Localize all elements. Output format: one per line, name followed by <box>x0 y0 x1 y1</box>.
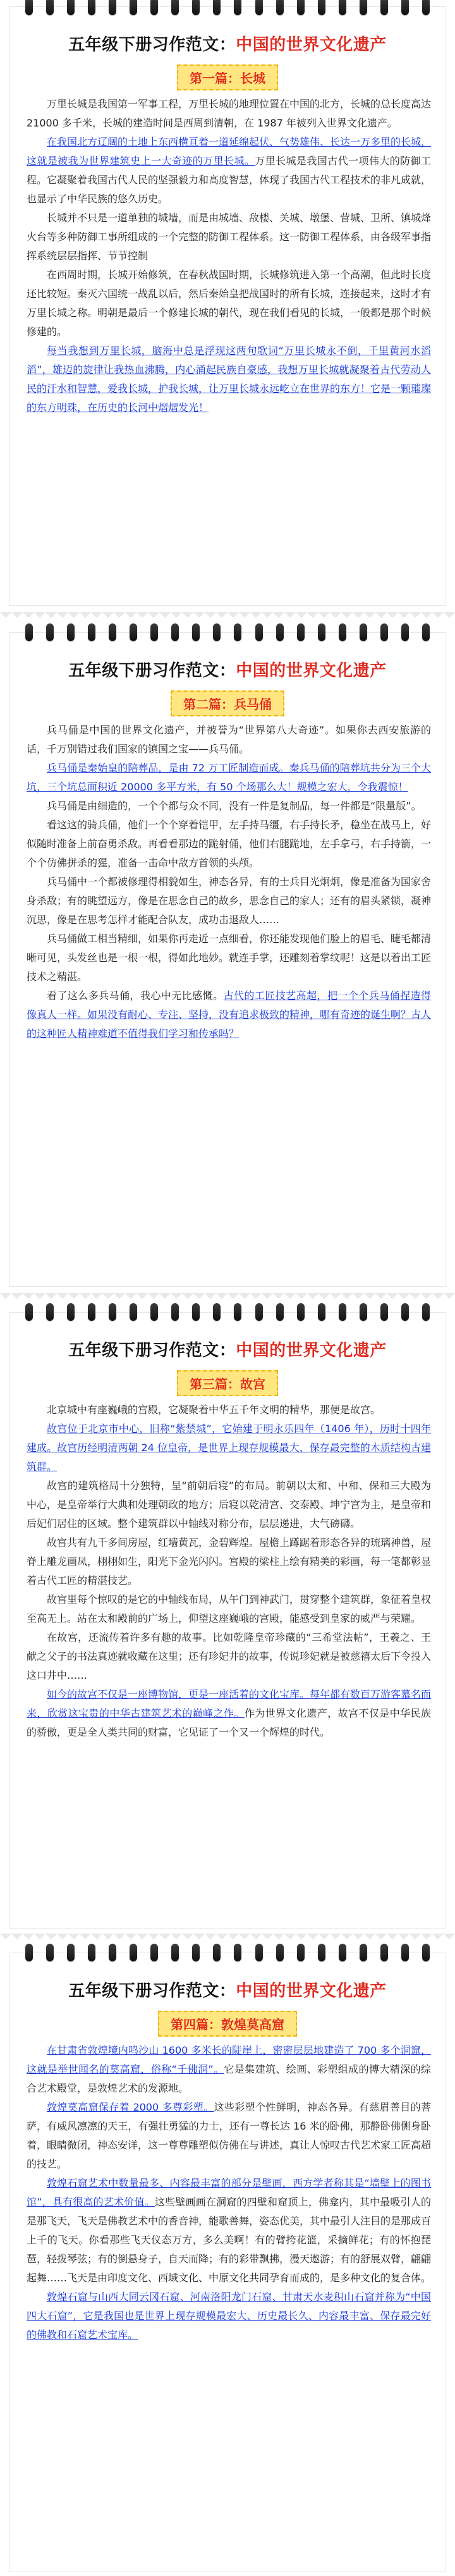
binder-rings <box>25 1303 430 1322</box>
paragraph <box>27 2174 431 2288</box>
binder-rings <box>25 623 430 642</box>
paragraph <box>27 266 431 341</box>
page-title <box>9 1337 446 1361</box>
highlighted-text: 古代的工匠技艺高超，把一个个兵马俑捏造得像真人一样。如果没有耐心、专注、坚持，没有追求极致的精神，哪有奇迹的诞生啊？古人的这种匠人精神难道不值得我们学习和传承吗？ <box>27 990 432 1040</box>
paragraph-text: 兵马俑做工相当精细，如果你再走近一点细看，你还能发现他们脸上的眉毛、睫毛都清晰可见，头发丝也是一根一根，得如此地妙。就连手掌，还雕刻着掌纹呢！这是以着出工匠技术之精湛。 <box>27 933 432 983</box>
paragraph-text: 看了这么多兵马俑，我心中无比感慨。 <box>47 990 224 1002</box>
highlighted-text: 敦煌石窟艺术中数量最多、内容最丰富的部分是壁画，西方学者称其是“墙壁上的图书馆”，具有很高的艺术价值。 <box>27 2177 431 2208</box>
paragraph <box>27 133 431 209</box>
paragraph <box>27 1420 431 1476</box>
paragraph <box>27 209 431 266</box>
binder-rings <box>25 1944 430 1963</box>
section-subtitle: 第一篇：长城 <box>177 64 278 90</box>
highlighted-text: 每当我想到万里长城，脑海中总是浮现这两句歌词“万里长城永不倒，千里黄河水滔滔”，雄迈的旋律让我热血沸腾，内心涌起民族自豪感，我想万里长城就凝聚着古代劳动人民的汗水和智慧，爱我长城，护我长城，让万里长城永远屹立在世界的东方！它是一颗璀璨的东方明珠，在历史的长河中熠熠发光！ <box>27 345 432 414</box>
paragraph-text: 兵马俑中一个都被修理得相貌如生，神态各异，有的士兵目光炯炯，像是准备为国家舍身杀敌；有的眺望远方，像是在思念自己的故乡，思念自己的家人；还有的眉头紧锁，凝神沉思，像是在思考怎样才能配合队友，成功击退敌人…… <box>27 876 432 926</box>
essay-body <box>27 721 431 1043</box>
page-title <box>9 32 446 55</box>
title-topic: 中国的世界文化遗产 <box>236 661 387 680</box>
paragraph <box>27 2098 431 2174</box>
page-title <box>9 1978 446 2001</box>
paragraph <box>27 797 431 816</box>
paragraph <box>27 1401 431 1420</box>
paragraph <box>27 1628 431 1685</box>
paragraph-text: 兵马俑是中国的世界文化遗产，并被誉为“世界第八大奇迹”。如果你去西安旅游的话，千万别错过我们国家的镇国之宝——兵马俑。 <box>27 724 431 755</box>
paragraph <box>27 929 431 986</box>
torn-divider <box>0 612 455 623</box>
paragraph-text: 北京城中有座巍峨的宫殿，它凝聚着中华五千年文明的精华，那便是故宫。 <box>47 1404 381 1416</box>
paragraph-text: 在故宫，还流传着许多有趣的故事。比如乾隆皇帝珍藏的“三希堂法帖”，王羲之、王献之父子的书法真迹就收藏在这里；还有珍妃井的故事，传说珍妃就是被慈禧太后下令投入这口井中…… <box>27 1631 432 1681</box>
paragraph-text: 万里长城是我国古代一项伟大的防御工程。它凝聚着我国古代人民的坚强毅力和高度智慧，体现了我国古代工程技术的非凡成就，也显示了中华民族的悠久历史。 <box>27 155 432 205</box>
essay-body <box>27 1401 431 1742</box>
highlighted-text: 敦煌莫高窟保存着 2000 多尊彩塑。 <box>47 2101 214 2113</box>
highlighted-text: 兵马俑是秦始皇的陪葬品，是由 72 万工匠制造而成。秦兵马俑的陪葬坑共分为三个大坑，三个坑总面积近 20000 多平方米，有 50 个场那么大！规模之宏大，令我震惊！ <box>27 762 431 793</box>
paragraph <box>27 341 431 417</box>
paragraph-text: 这些彩塑个性鲜明，神态各异。有慈眉善目的菩萨，有威风凛凛的天王，有强壮勇猛的力士，还有一尊长达 16 米的卧佛，那静卧佛侧身卧着，眼睛微闭，神态安详，这一尊尊雕塑似仿佛在与讲述，真让人惊叹古代艺术家工匠高超的技艺。 <box>27 2101 432 2170</box>
paragraph-text: 这些壁画画在洞窟的四壁和窟顶上，佛龛内，其中最吸引人的是那飞天，飞天是佛教艺术中的香音神，能歌善舞，姿态优美，其中最引人注目的是那成百上千的飞天。你看那些飞天仪态万方，多么美啊！有的臂挎花篮，采摘鲜花；有的怀抱琵琶，轻拨琴弦；有的倒悬身子，自天而降；有的彩带飘拂，漫天遨游；有的舒展双臂，翩翩起舞……飞天是由印度文化、西域文化、中原文化共同孕育而成的，是多种文化的复合体。 <box>27 2196 432 2284</box>
title-topic: 中国的世界文化遗产 <box>236 1982 387 2001</box>
section-subtitle: 第四篇：敦煌莫高窟 <box>158 2011 297 2037</box>
paragraph-text: 看这这的骑兵俑，他们一个个穿着铠甲，左手持马缰，右手持长矛，稳坐在战马上，好似随时准备上前奋勇杀敌。再看看那边的跪射俑，他们右腿跪地，左手拿弓，右手持箭，一个个仿佛拼杀的猩，准备一击命中敌方首领的头颅。 <box>27 819 432 869</box>
paragraph <box>27 721 431 759</box>
paragraph-text: 长城并不只是一道单独的城墙，而是由城墙、敌楼、关城、墩堡、营城、卫所、镇城烽火台等多种防御工事所组成的一个完整的防御工程体系。这一防御工程体系，由各级军事指挥系统层层指挥、节节控制 <box>27 212 432 262</box>
highlighted-text: 敦煌石窟与山西大同云冈石窟、河南洛阳龙门石窟、甘肃天水麦积山石窟并称为“中国四大石窟”，它是我国也是世界上现存规模最宏大、历史最长久、内容最丰富、保存最完好的佛教和石窟艺术宝库。 <box>27 2291 431 2341</box>
page-title <box>9 658 446 681</box>
essay-body <box>27 2041 431 2345</box>
highlighted-text: 在我国北方辽阔的土地上东西横亘着一道延绵起伏、气势雄伟、长达一万多里的长城，这就是被我为世界建筑史上一大奇迹的万里长城。 <box>27 136 432 167</box>
essay-card-3 <box>9 1312 446 1929</box>
essay-body <box>27 95 431 417</box>
essay-card-4 <box>9 1953 446 2572</box>
section-subtitle: 第二篇：兵马俑 <box>171 690 284 716</box>
paragraph <box>27 873 431 929</box>
paragraph <box>27 986 431 1043</box>
paragraph <box>27 1533 431 1590</box>
essay-card-1 <box>9 6 446 606</box>
title-topic: 中国的世界文化遗产 <box>236 1341 387 1360</box>
paragraph-text: 故宫共有九千多间房屋，红墙黄瓦，金碧辉煌。屋檐上蹲踞着形态各异的琉璃神兽，屋脊上雕龙画凤，栩栩如生，阳光下金光闪闪。宫殿的梁柱上绘有精美的彩画，每一笔都彰显着古代工匠的精湛技艺。 <box>27 1536 432 1586</box>
paragraph <box>27 816 431 873</box>
binder-rings <box>25 0 430 16</box>
paragraph-text: 兵马俑是由细造的，一个个都与众不同，没有一件是复制品，每一件都是“限量版”。 <box>47 800 422 812</box>
paragraph <box>27 2288 431 2345</box>
paragraph-text: 故宫的建筑格局十分独特，呈“前朝后寝”的布局。前朝以太和、中和、保和三大殿为中心，是皇帝举行大典和处理朝政的地方；后寝以乾清宫、交泰殿、坤宁宫为主，是皇帝和后妃们居住的区域。整个建筑群以中轴线对称分布，层层递进，大气磅礴。 <box>27 1480 432 1530</box>
paragraph <box>27 95 431 133</box>
paragraph-text: 它是集建筑、绘画、彩塑组成的博大精深的综合艺术殿堂，是敦煌艺术的发源地。 <box>27 2063 431 2094</box>
section-subtitle: 第三篇：故宫 <box>177 1370 278 1396</box>
essay-card-2 <box>9 632 446 1287</box>
highlighted-text: 如今的故宫不仅是一座博物馆，更是一座活着的文化宝库。每年都有数百万游客慕名而来，欣赏这宝贵的中华古建筑艺术的巅峰之作。 <box>27 1688 432 1719</box>
highlighted-text: 故宫位于北京市中心，旧称“紫禁城”，它始建于明永乐四年（1406 年），历时十四年建成。故宫历经明清两朝 24 位皇帝，是世界上现存规模最大、保存最完整的木质结构古建筑群。 <box>27 1423 431 1473</box>
title-prefix: 五年级下册习作范文： <box>68 1982 236 2001</box>
paragraph <box>27 1476 431 1533</box>
paragraph <box>27 2041 431 2098</box>
paragraph-text: 故宫里每个惊叹的是它的中轴线布局，从午门到神武门，贯穿整个建筑群，象征着皇权至高无上。站在太和殿前的广场上，仰望这座巍峨的宫殿，能感受到皇家的威严与荣耀。 <box>27 1593 432 1624</box>
title-topic: 中国的世界文化遗产 <box>236 35 387 54</box>
paragraph <box>27 1590 431 1628</box>
highlighted-text: 在甘肃省敦煌境内鸣沙山 1600 多米长的陡崖上，密密层层地建造了 700 多个洞窟，这就是举世闻名的莫高窟，俗称“千佛洞”。 <box>27 2044 431 2075</box>
title-prefix: 五年级下册习作范文： <box>68 35 236 54</box>
title-prefix: 五年级下册习作范文： <box>68 661 236 680</box>
title-prefix: 五年级下册习作范文： <box>68 1341 236 1360</box>
paragraph-text: 万里长城是我国第一军事工程，万里长城的地理位置在中国的北方，长城的总长度高达 21000 多千米，长城的建造时间是西周到清朝，在 1987 年被列入世界文化遗产。 <box>27 98 432 129</box>
paragraph <box>27 1685 431 1742</box>
paragraph-text: 在西周时期，长城开始修筑，在春秋战国时期，长城修筑进入第一个高潮，但此时长度还比较短。秦灭六国统一战乱以后，然后秦始皇把战国时的所有长城，连接起来，这时才有万里长城之称。明朝是最后一个修建长城的朝代，现在我们看见的长城，一般都是那个时候修建的。 <box>27 269 432 338</box>
paragraph <box>27 759 431 797</box>
paragraph-text: 作为世界文化遗产，故宫不仅是中华民族的骄傲，更是全人类共同的财富，它见证了一个又一个辉煌的时代。 <box>27 1707 431 1738</box>
